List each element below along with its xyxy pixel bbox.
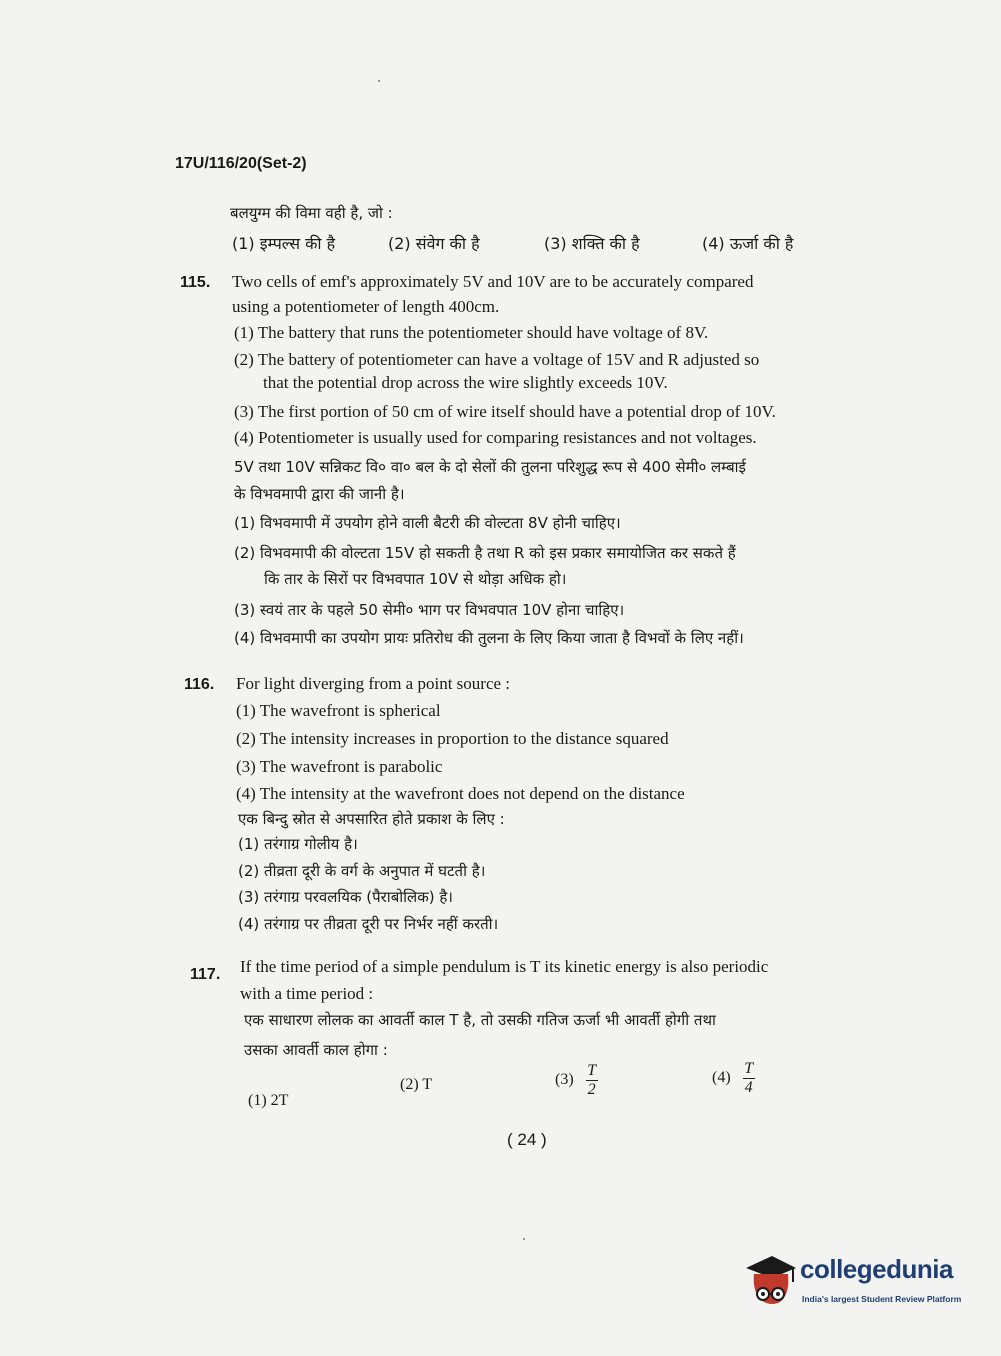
- q116-option-4: (4) The intensity at the wavefront does not depend on the distance: [236, 784, 685, 803]
- fraction-denominator: 4: [744, 1079, 753, 1096]
- q115-hindi-option-2: (2) विभवमापी की वोल्टता 15V हो सकती है तथा R को इस प्रकार समायोजित कर सकते हैं: [234, 544, 736, 562]
- q116-option-1: (1) The wavefront is spherical: [236, 701, 441, 720]
- q117-hindi-stem-line1: एक साधारण लोलक का आवर्ती काल T है, तो उसकी गतिज ऊर्जा भी आवर्ती होगी तथा: [244, 1011, 716, 1029]
- prev-option-4: (4) ऊर्जा की है: [702, 234, 794, 253]
- q115-option-3: (3) The first portion of 50 cm of wire itself should have a potential drop of 10V.: [234, 402, 776, 421]
- q117-option-3: [555, 1062, 598, 1099]
- q116-hindi-option-1: (1) तरंगाग्र गोलीय है।: [238, 835, 358, 853]
- collegedunia-logo: [742, 1250, 970, 1312]
- q117-option-2: (2) T: [400, 1076, 433, 1093]
- logo-name: collegedunia: [800, 1254, 953, 1284]
- prev-option-1: (1) इम्पल्स की है: [232, 234, 336, 253]
- q115-option-1: (1) The battery that runs the potentiometer should have voltage of 8V.: [234, 323, 709, 342]
- q116-hindi-stem: एक बिन्दु स्रोत से अपसारित होते प्रकाश के लिए :: [238, 810, 505, 828]
- q117-stem-line1: If the time period of a simple pendulum is T its kinetic energy is also periodic: [240, 957, 769, 976]
- prev-options: [232, 232, 852, 254]
- q115-hindi-option-3: (3) स्वयं तार के पहले 50 सेमी० भाग पर विभवपात 10V होना चाहिए।: [234, 601, 625, 619]
- paper-code: 17U/116/20(Set-2): [175, 155, 307, 172]
- q117-option-3-fraction: [586, 1062, 598, 1099]
- fraction-denominator: 2: [587, 1081, 596, 1098]
- q117-stem-line2: with a time period :: [240, 984, 374, 1003]
- q115-hindi-stem-line1: 5V तथा 10V सन्निकट वि० वा० बल के दो सेलों की तुलना परिशुद्ध रूप से 400 सेमी० लम्बाई: [234, 458, 746, 476]
- q116-hindi-option-4: (4) तरंगाग्र पर तीव्रता दूरी पर निर्भर नहीं करती।: [238, 915, 499, 933]
- fraction-numerator: T: [587, 1062, 597, 1079]
- q117-hindi-stem-line2: उसका आवर्ती काल होगा :: [244, 1041, 388, 1059]
- fraction-numerator: T: [744, 1060, 754, 1077]
- q115-hindi-option-1: (1) विभवमापी में उपयोग होने वाली बैटरी की वोल्टता 8V होनी चाहिए।: [234, 514, 621, 532]
- question-number-116: 116.: [184, 676, 215, 693]
- question-number-115: 115.: [180, 274, 211, 291]
- q115-hindi-option-4: (4) विभवमापी का उपयोग प्रायः प्रतिरोध की तुलना के लिए किया जाता है विभवों के लिए नहीं।: [234, 629, 744, 647]
- q115-hindi-stem-line2: के विभवमापी द्वारा की जानी है।: [234, 485, 405, 503]
- q117-option-3-label: (3): [555, 1071, 574, 1089]
- page-number: ( 24 ): [507, 1130, 547, 1149]
- question-number-117: 117.: [190, 966, 221, 983]
- q117-option-4-fraction: [743, 1060, 755, 1097]
- q117-option-1: (1) 2T: [248, 1092, 289, 1109]
- prev-option-3: (3) शक्ति की है: [544, 234, 640, 253]
- q116-stem: For light diverging from a point source :: [236, 674, 511, 693]
- prev-option-2: (2) संवेग की है: [388, 234, 480, 253]
- q115-option-2-cont: that the potential drop across the wire slightly exceeds 10V.: [263, 373, 668, 392]
- prev-hindi-stem: बलयुग्म की विमा वही है, जो :: [230, 204, 393, 222]
- q117-option-4-label: (4): [712, 1069, 731, 1087]
- scan-speck: [523, 1238, 525, 1240]
- q115-stem-line1: Two cells of emf's approximately 5V and 10V are to be accurately compared: [232, 272, 754, 291]
- scan-speck: [378, 80, 380, 82]
- logo-tagline: India's largest Student Review Platform: [802, 1294, 962, 1304]
- q117-option-4: [712, 1060, 755, 1097]
- q115-option-2: (2) The battery of potentiometer can have a voltage of 15V and R adjusted so: [234, 350, 760, 369]
- q115-hindi-option-2-cont: कि तार के सिरों पर विभवपात 10V से थोड़ा अधिक हो।: [264, 570, 567, 588]
- q116-hindi-option-2: (2) तीव्रता दूरी के वर्ग के अनुपात में घटती है।: [238, 862, 486, 880]
- q115-stem-line2: using a potentiometer of length 400cm.: [232, 297, 500, 316]
- q115-option-4: (4) Potentiometer is usually used for comparing resistances and not voltages.: [234, 428, 757, 447]
- student-mascot-icon: [742, 1250, 798, 1312]
- q116-option-2: (2) The intensity increases in proportion to the distance squared: [236, 729, 669, 748]
- q116-option-3: (3) The wavefront is parabolic: [236, 757, 443, 776]
- q116-hindi-option-3: (3) तरंगाग्र परवलयिक (पैराबोलिक) है।: [238, 888, 453, 906]
